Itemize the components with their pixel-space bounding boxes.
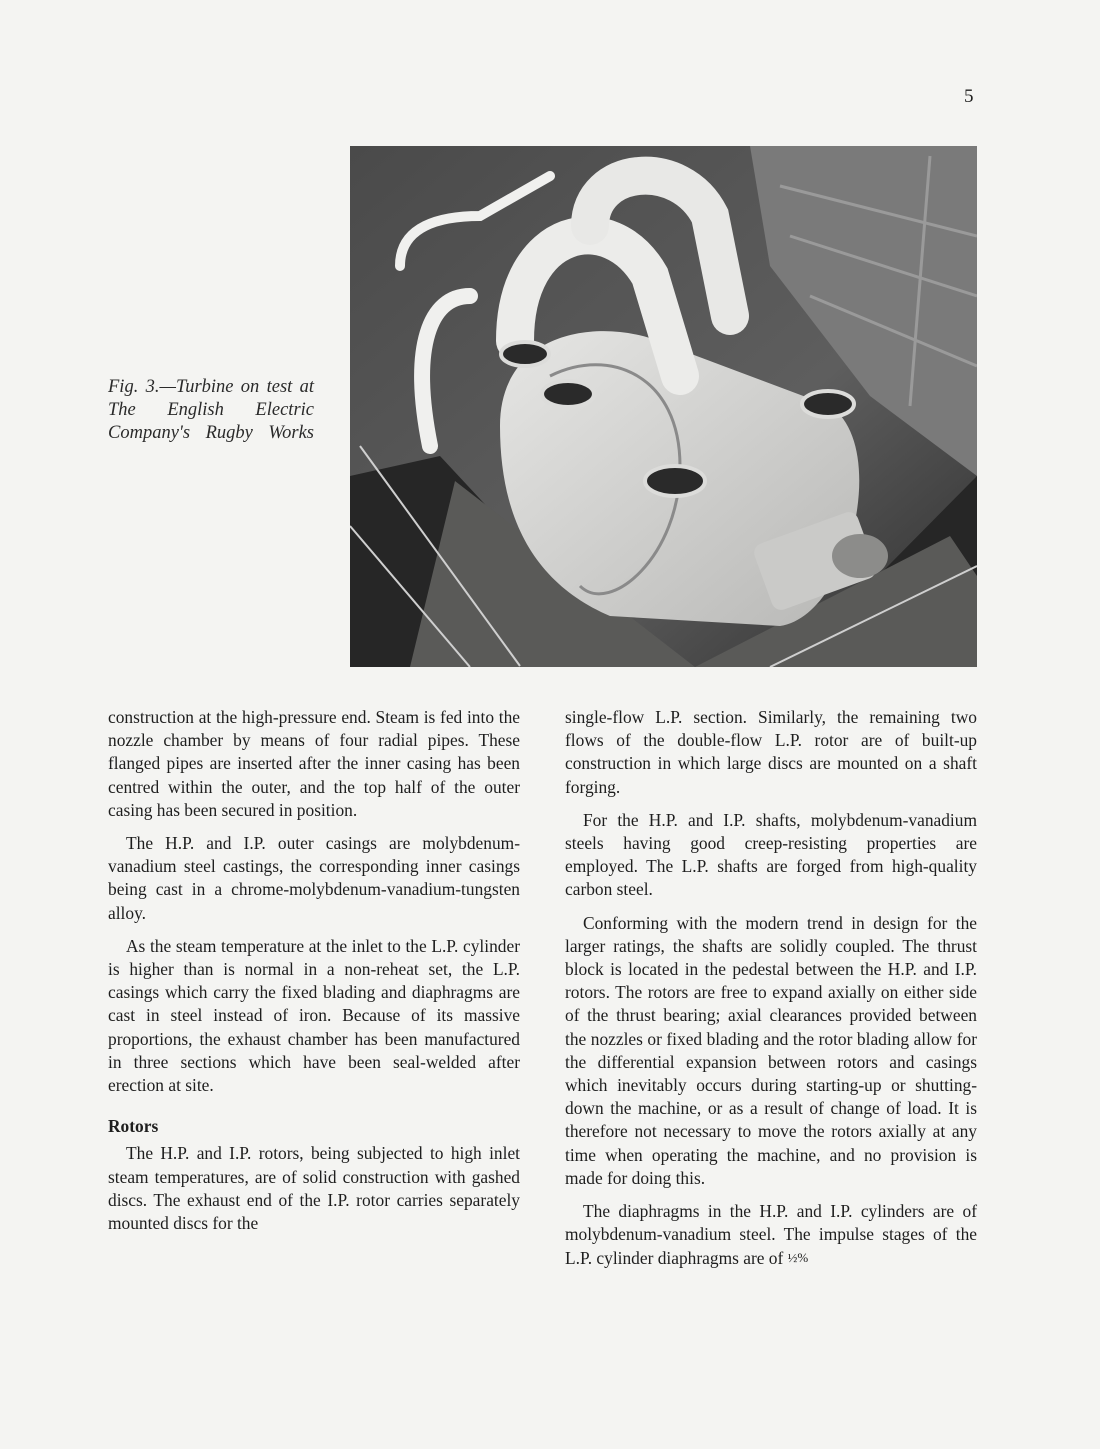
fraction-percent: ½%: [787, 1250, 809, 1266]
paragraph: For the H.P. and I.P. shafts, molybdenum-vanadium steels having good creep-resisting properties are employed. The L.P. shafts are forged from high-quality carbon steel.: [565, 809, 977, 900]
paragraph: The H.P. and I.P. rotors, being subjected to high inlet steam temperatures, are of solid construction with gashed discs. The exhaust end of the I.P. rotor carries separately mounted discs for the: [108, 1143, 520, 1234]
turbine-photo-illustration: [350, 146, 977, 667]
paragraph: single-flow L.P. section. Similarly, the remaining two flows of the double-flow L.P. rotor are of built-up construction in which large discs are mounted on a shaft forging.: [565, 707, 977, 797]
figure-caption: Fig. 3.—Turbine on test at The English Electric Company's Rugby Works: [108, 377, 314, 443]
page-number: 5: [964, 86, 974, 107]
paragraph-text: The diaphragms in the H.P. and I.P. cylinders are of molybdenum-vanadium steel. The impulse stages of the L.P. cylinder diaphragms are of: [565, 1201, 977, 1269]
paragraph: As the steam temperature at the inlet to the L.P. cylinder is higher than is normal in a non-reheat set, the L.P. casings which carry the fixed blading and diaphragms are cast in steel instead of iron. Because of its massive proportions, the exhaust chamber has been manufactured in three sections which have been seal-welded after erection at site.: [108, 935, 520, 1096]
section-heading-rotors: Rotors: [108, 1116, 159, 1137]
right-column: [565, 706, 977, 1281]
turbine-photo: [350, 146, 977, 667]
paragraph: Conforming with the modern trend in design for the larger ratings, the shafts are solidly coupled. The thrust block is located in the pedestal between the H.P. and I.P. rotors. The rotors are free to expand axially on either side of the thrust bearing; axial clearances provided between the nozzles or fixed blading and the rotor blading allow for the differential expansion between rotors and casings which inevitably occurs during starting-up or shutting-down the machine, or as a result of change of load. It is therefore not necessary to move the rotors axially at any time when operating the machine, and no provision is made for doing this.: [565, 912, 977, 1188]
paragraph-last: [565, 1200, 977, 1271]
paragraph: construction at the high-pressure end. Steam is fed into the nozzle chamber by means of four radial pipes. These flanged pipes are inserted after the inner casing has been centred within the outer, and the top half of the outer casing has been secured in position.: [108, 707, 520, 820]
left-column: [108, 706, 520, 1245]
paragraph: The H.P. and I.P. outer casings are molybdenum-vanadium steel castings, the corresponding inner casings being cast in a chrome-molybdenum-vanadium-tungsten alloy.: [108, 833, 520, 923]
